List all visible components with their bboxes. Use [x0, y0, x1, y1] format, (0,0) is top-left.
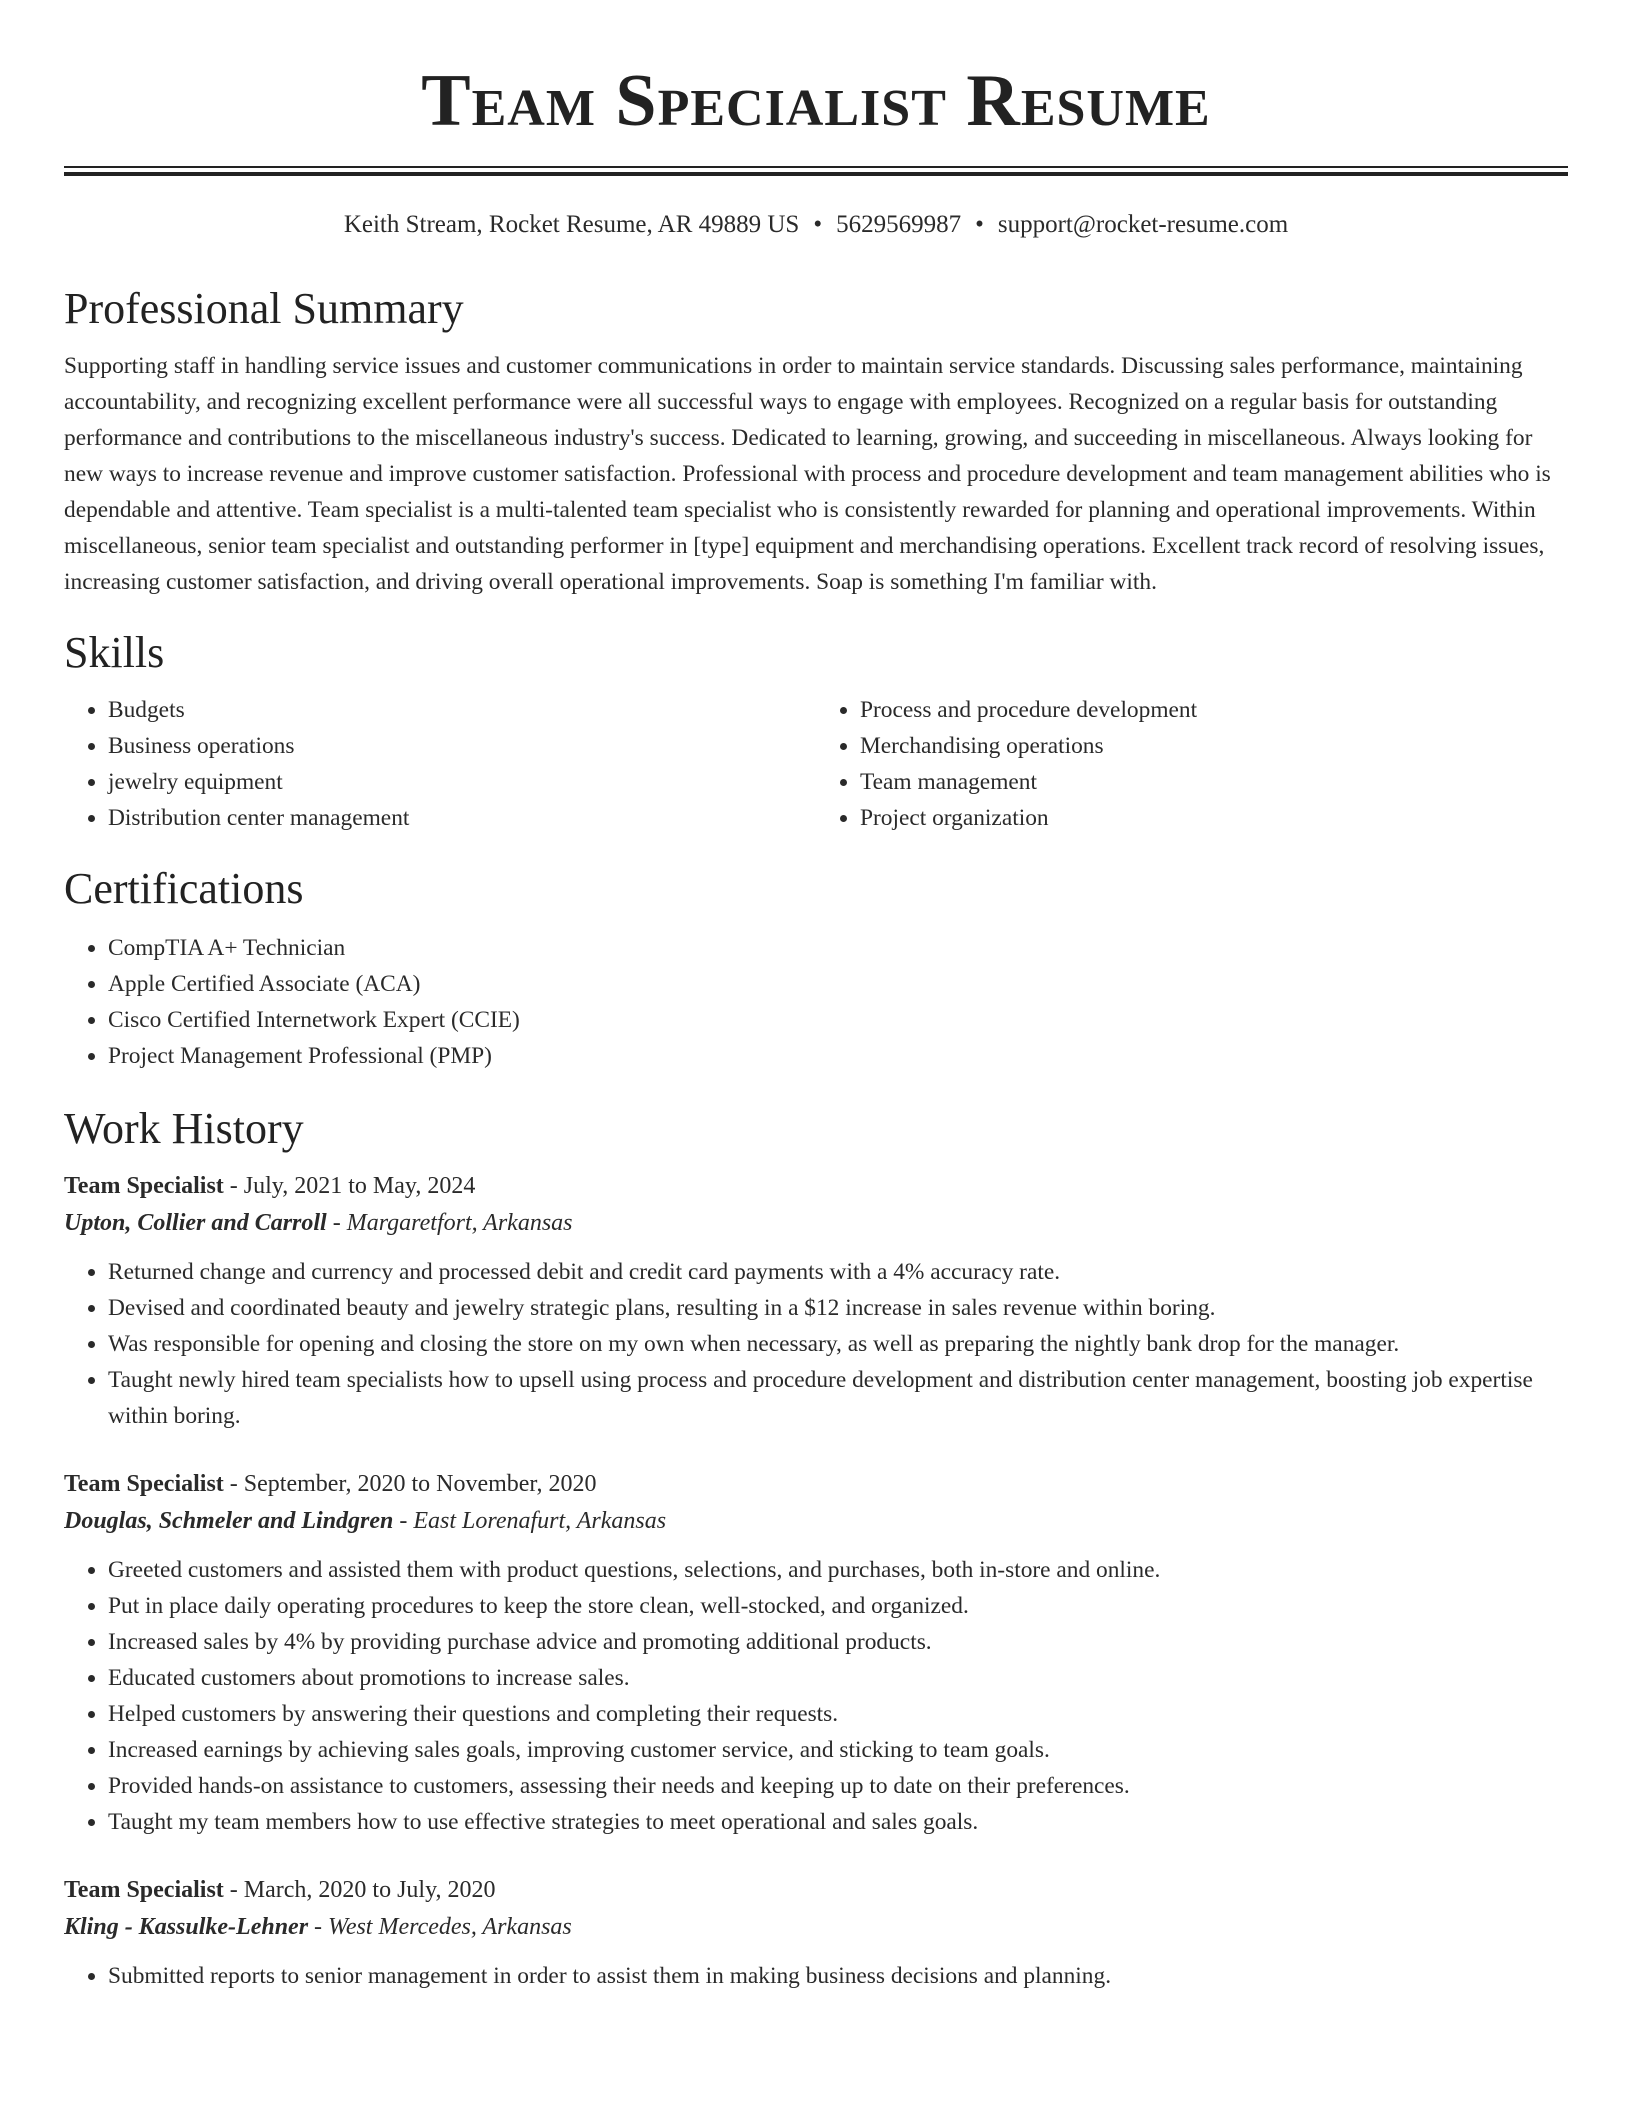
contact-line: [64, 210, 1568, 240]
job-title: Team Specialist: [64, 1877, 224, 1903]
job-bullet: • Devised and coordinated beauty and jewelry strategic plans, resulting in a $12 increase in sales revenue within boring.: [108, 1290, 1568, 1326]
job-bullet: • Increased earnings by achieving sales goals, improving customer service, and sticking to team goals.: [108, 1732, 1568, 1768]
job-location: - East Lorenafurt, Arkansas: [393, 1508, 667, 1534]
job-bullet: • Taught newly hired team specialists how to upsell using process and procedure development and distribution center management, boosting job expertise within boring.: [108, 1362, 1568, 1434]
resume-title: Team Specialist Resume: [421, 60, 1211, 142]
job-company: Upton, Collier and Carroll: [64, 1210, 327, 1236]
job-bullet: • Helped customers by answering their questions and completing their requests.: [108, 1696, 1568, 1732]
skills-section: [64, 628, 1568, 836]
job-dates: - March, 2020 to July, 2020: [223, 1877, 496, 1903]
job-bullet: • Educated customers about promotions to increase sales.: [108, 1660, 1568, 1696]
job-company: Douglas, Schmeler and Lindgren: [64, 1508, 394, 1534]
job-location: - West Mercedes, Arkansas: [308, 1914, 572, 1940]
job-bullet: • Was responsible for opening and closing the store on my own when necessary, as well as preparing the nightly bank drop for the manager.: [108, 1326, 1568, 1362]
summary-section: [64, 284, 1568, 600]
certifications-heading: Certifications: [64, 864, 304, 913]
skill-item: • Project organization: [860, 800, 1568, 836]
certification-item: • Cisco Certified Internetwork Expert (CCIE): [108, 1002, 1568, 1038]
skill-item: • Business operations: [108, 728, 816, 764]
job-dates: - September, 2020 to November, 2020: [223, 1471, 597, 1497]
job-bullet: • Greeted customers and assisted them with product questions, selections, and purchases, both in-store and online.: [108, 1552, 1568, 1588]
job-entry: [64, 1466, 1568, 1840]
job-bullets: [64, 1552, 1568, 1840]
skill-item: • Merchandising operations: [860, 728, 1568, 764]
skill-item: • Process and procedure development: [860, 692, 1568, 728]
certification-item: • Project Management Professional (PMP): [108, 1038, 1568, 1074]
resume-page: [64, 0, 1568, 2112]
contact-separator: •: [813, 211, 823, 238]
job-company-line: [64, 1204, 1568, 1242]
contact-separator: •: [975, 211, 984, 238]
job-company: Kling - Kassulke-Lehner: [64, 1914, 309, 1940]
summary-heading: Professional Summary: [64, 284, 464, 333]
job-title-line: [64, 1872, 1568, 1908]
skills-left-list: [64, 692, 816, 836]
job-bullets: [64, 1958, 1568, 1994]
job-title-line: [64, 1466, 1568, 1502]
job-company-line: [64, 1908, 1568, 1946]
skill-item: • Budgets: [108, 692, 816, 728]
job-bullet: • Put in place daily operating procedures to keep the store clean, well-stocked, and organized.: [108, 1588, 1568, 1624]
skill-item: • jewelry equipment: [108, 764, 816, 800]
job-title: Team Specialist: [64, 1471, 224, 1497]
job-entry: [64, 1168, 1568, 1434]
certifications-list: [64, 930, 1568, 1074]
title-divider: [64, 166, 1568, 176]
job-bullets: [64, 1254, 1568, 1434]
certification-item: • Apple Certified Associate (ACA): [108, 966, 1568, 1002]
job-bullet: • Submitted reports to senior management in order to assist them in making business decisions and planning.: [108, 1958, 1568, 1994]
skills-heading: Skills: [64, 628, 165, 677]
summary-text: Supporting staff in handling service issues and customer communications in order to maintain service standards. Discussing sales performance, maintaining accountability, and recognizing excellent performance were all successful ways to engage with employees. Recognized on a regular basis for outstanding performance and contributions to the miscellaneous industry's success. Dedicated to learning, growing, and succeeding in miscellaneous. Always looking for new ways to increase revenue and improve customer satisfaction. Professional with process and procedure development and team management abilities who is dependable and attentive. Team specialist is a multi-talented team specialist who is consistently rewarded for planning and operational improvements. Within miscellaneous, senior team specialist and outstanding performer in [type] equipment and merchandising operations. Excellent track record of resolving issues, increasing customer satisfaction, and driving overall operational improvements. Soap is something I'm familiar with.: [64, 353, 1551, 595]
contact-email: support@rocket-resume.com: [997, 211, 1289, 238]
skills-right-list: [816, 692, 1568, 836]
job-dates: - July, 2021 to May, 2024: [223, 1173, 476, 1199]
job-title-line: [64, 1168, 1568, 1204]
job-entry: [64, 1872, 1568, 1994]
job-bullet: • Increased sales by 4% by providing purchase advice and promoting additional products.: [108, 1624, 1568, 1660]
certification-item: • CompTIA A+ Technician: [108, 930, 1568, 966]
job-bullet: • Taught my team members how to use effective strategies to meet operational and sales goals.: [108, 1804, 1568, 1840]
contact-phone: 5629569987: [836, 211, 962, 238]
job-company-line: [64, 1502, 1568, 1540]
certifications-section: [64, 864, 1568, 1074]
skill-item: • Distribution center management: [108, 800, 816, 836]
job-bullet: • Returned change and currency and processed debit and credit card payments with a 4% accuracy rate.: [108, 1254, 1568, 1290]
job-location: - Margaretfort, Arkansas: [326, 1210, 573, 1236]
work-history-section: [64, 1104, 1568, 1994]
job-bullet: • Provided hands-on assistance to customers, assessing their needs and keeping up to date on their preferences.: [108, 1768, 1568, 1804]
contact-address: Keith Stream, Rocket Resume, AR 49889 US: [343, 211, 800, 238]
job-title: Team Specialist: [64, 1173, 224, 1199]
skill-item: • Team management: [860, 764, 1568, 800]
skills-columns: [64, 692, 1568, 836]
work-history-heading: Work History: [64, 1104, 304, 1153]
